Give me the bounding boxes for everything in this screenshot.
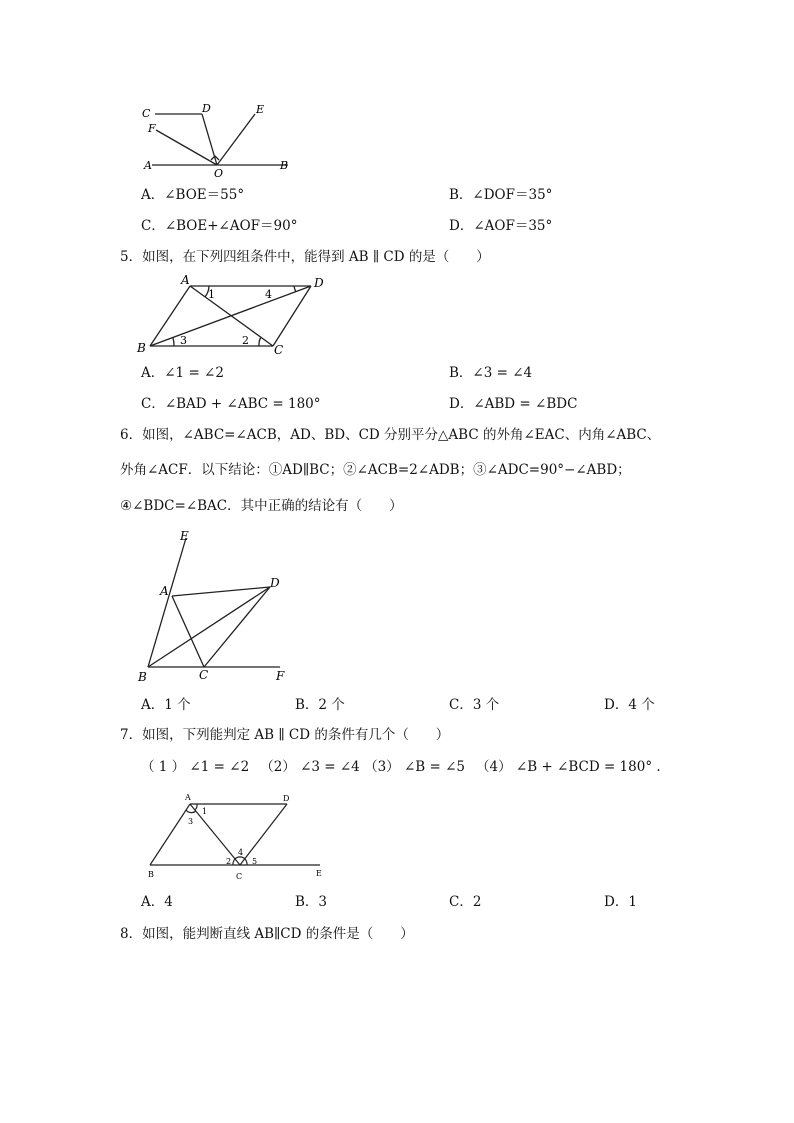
- angle-4-arc: [235, 857, 245, 859]
- q6-stem-line3: ④∠BDC=∠BAC．其中正确的结论有（ ）: [120, 498, 403, 514]
- q5-option-c: C．∠BAD + ∠ABC = 180°: [141, 396, 321, 412]
- q6-option-d: D．4 个: [604, 697, 655, 713]
- angle-1-arc: [195, 804, 197, 810]
- seg-ac: [172, 596, 204, 667]
- q4-option-a: A．∠BOE＝55°: [141, 187, 245, 203]
- q7-option-c: C．2: [449, 894, 482, 910]
- seg-cd: [204, 587, 270, 667]
- label-f: F: [276, 669, 285, 683]
- q6-figure: [134, 526, 294, 686]
- label-d: D: [270, 576, 280, 590]
- q7-figure: [140, 788, 330, 880]
- label-b: B: [280, 159, 289, 172]
- label-4: 4: [238, 848, 244, 857]
- label-3: 3: [188, 817, 194, 826]
- q7-stem: 7．如图，下列能判定 AB ∥ CD 的条件有几个（ ）: [120, 727, 450, 743]
- ray-be: [148, 538, 186, 667]
- label-d: D: [314, 276, 324, 290]
- q8-stem: 8．如图，能判断直线 AB∥CD 的条件是（ ）: [120, 926, 414, 942]
- label-b: B: [148, 870, 154, 879]
- q7-option-d: D．1: [604, 894, 637, 910]
- label-a: A: [160, 584, 169, 598]
- q4-figure: [140, 98, 300, 178]
- label-2: 2: [242, 334, 249, 347]
- label-d: D: [202, 102, 211, 115]
- label-2: 2: [226, 857, 232, 866]
- seg-dc: [273, 286, 311, 346]
- label-1: 1: [208, 288, 215, 301]
- label-d: D: [283, 794, 290, 803]
- q4-option-c: C．∠BOE+∠AOF＝90°: [141, 218, 298, 234]
- q6-option-b: B．2 个: [295, 697, 345, 713]
- label-b: B: [138, 670, 147, 684]
- angle-4-arc: [294, 286, 296, 292]
- label-1: 1: [202, 807, 208, 816]
- seg-bd: [148, 587, 270, 667]
- label-b: B: [137, 341, 146, 355]
- q6-option-a: A．1 个: [141, 697, 191, 713]
- q7-option-a: A．4: [141, 894, 173, 910]
- label-a: A: [181, 273, 190, 287]
- angle-2-arc: [259, 337, 261, 346]
- q5-option-a: A．∠1 = ∠2: [141, 365, 224, 381]
- seg-cd: [240, 804, 287, 865]
- q5-option-d: D．∠ABD = ∠BDC: [449, 396, 578, 412]
- angle-5-arc: [245, 859, 247, 865]
- label-e: E: [180, 529, 189, 543]
- angle-2-arc: [233, 859, 235, 865]
- label-4: 4: [265, 288, 272, 301]
- label-c: C: [199, 668, 209, 682]
- angle-3-arc: [173, 338, 174, 346]
- q5-figure: [133, 270, 333, 358]
- label-5: 5: [252, 857, 258, 866]
- label-c: C: [142, 107, 151, 120]
- q6-stem-line1: 6．如图，∠ABC=∠ACB，AD、BD、CD 分别平分△ABC 的外角∠EAC、内角∠ABC、: [120, 427, 661, 443]
- q5-option-b: B．∠3 = ∠4: [449, 365, 533, 381]
- label-3: 3: [180, 334, 187, 347]
- label-c: C: [236, 872, 243, 880]
- seg-bd: [150, 286, 311, 346]
- q7-conditions: （ 1 ） ∠1 = ∠2 （2） ∠3 = ∠4 （3） ∠B = ∠5 （4） ∠B + ∠BCD = 180° .: [141, 759, 661, 775]
- label-c: C: [274, 343, 284, 357]
- label-o: O: [214, 167, 224, 178]
- label-e: E: [256, 103, 265, 116]
- q7-option-b: B．3: [295, 894, 328, 910]
- label-a: A: [185, 793, 191, 802]
- seg-ad: [172, 587, 270, 596]
- label-a: A: [144, 159, 152, 172]
- q6-option-c: C．3 个: [449, 697, 500, 713]
- q5-stem: 5．如图，在下列四组条件中，能得到 AB ∥ CD 的是（ ）: [120, 249, 490, 265]
- label-e: E: [316, 869, 322, 878]
- q4-option-d: D．∠AOF＝35°: [449, 218, 553, 234]
- q6-stem-line2: 外角∠ACF．以下结论：①AD∥BC；②∠ACB=2∠ADB；③∠ADC=90°−∠ABD；: [120, 462, 631, 478]
- seg-ac: [190, 804, 240, 865]
- ray-oe: [217, 114, 255, 165]
- q4-option-b: B．∠DOF＝35°: [449, 187, 553, 203]
- label-f: F: [148, 122, 156, 135]
- seg-ab: [150, 804, 190, 865]
